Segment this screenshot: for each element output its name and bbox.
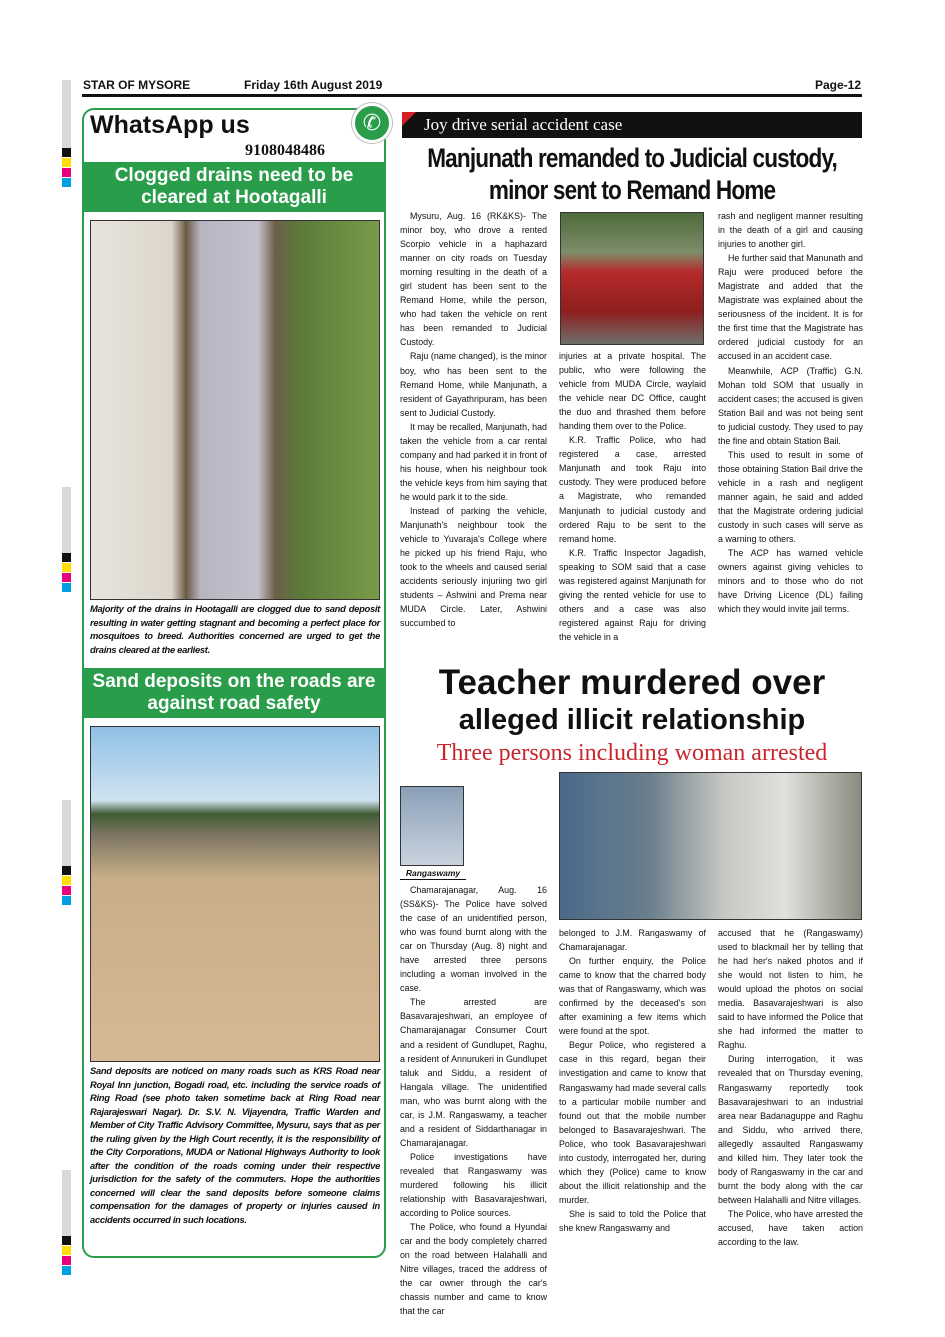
story2-title: Sand deposits on the roads are against road safety bbox=[84, 668, 384, 718]
paragraph: K.R. Traffic Inspector Jagadish, speaking to SOM said that a case was registered against Manjunath for giving the rented vehicle for use to others and a case was also registered against Raju for driving the vehicle in a bbox=[559, 547, 706, 642]
article1-column-1 bbox=[400, 209, 547, 659]
registration-mark bbox=[62, 553, 71, 562]
registration-mark bbox=[62, 866, 71, 875]
registration-mark bbox=[62, 1236, 71, 1245]
paragraph: The arrested are Basavarajeshwari, an employee of Chamarajanagar Consumer Court and a resident of Gundlupet, Raghu, a resident of Annurukeri in Gundlupet taluk and Siddu, a resident of Hangala village. The unidentified man, who was burnt along with the car, is J.M. Rangaswamy, a teacher and a resident of Siddarthanagar in Chamarajanagar. bbox=[400, 997, 547, 1148]
paragraph: Police investigations have revealed that Rangaswamy was murdered following his illicit relationship with Basavarajeshwari, according to Police sources. bbox=[400, 1151, 547, 1219]
paragraph: Mysuru, Aug. 16 (RK&KS)- The minor boy, who drove a rented Scorpio vehicle in a haphazard manner on city roads on Tuesday morning resulting in the death of a girl student has been sent to the Remand Home, while the person, who had taken the vehicle on rent has been remanded to Judicial Custody. bbox=[400, 211, 547, 348]
registration-mark bbox=[62, 178, 71, 187]
registration-mark bbox=[62, 583, 71, 592]
header-rule bbox=[82, 94, 862, 97]
registration-mark bbox=[62, 1266, 71, 1275]
paragraph: Instead of parking the vehicle, Manjunath's neighbour took the vehicle to Yuvaraja's College where he picked up his friend Raju, who took to the wheels and caused serial accidents seriously injuriing two girl students – Ashwini and Prema near MUDA Circle. Later, Ashwini succumbed to bbox=[400, 505, 547, 629]
paragraph: The ACP has warned vehicle owners against giving vehicles to minors and to those who do not have Driving Licence (DL) failing which they would invite jail terms. bbox=[718, 548, 863, 615]
story1-caption: Majority of the drains in Hootagalli are clogged due to sand deposit resulting in water getting stagnant and becoming a perfect place for mosquitoes to breed. Authorities concerned are urged to get the drains cleared at the earliest. bbox=[90, 603, 380, 655]
issue-date: Friday 16th August 2019 bbox=[244, 78, 383, 92]
registration-bar bbox=[62, 487, 71, 553]
paragraph: The Police, who found a Hyundai car and the body completely charred on the road between Halahalli and Nitre villages, traced the address of the car owner through the car's chassis number and came to know that the car bbox=[400, 1222, 547, 1317]
paragraph: Meanwhile, ACP (Traffic) G.N. Mohan told SOM that usually in accident cases; the accused is given Station Bail and was not being sent to judicial custody. They used to pay the fine and obtain Station Bail. bbox=[718, 365, 863, 446]
paragraph: belonged to J.M. Rangaswamy of Chamarajanagar. bbox=[559, 928, 706, 953]
clogged-drain-photo bbox=[90, 220, 380, 600]
registration-bar bbox=[62, 800, 71, 866]
article1-column-2 bbox=[559, 349, 706, 659]
registration-mark bbox=[62, 168, 71, 177]
paragraph: She is said to told the Police that she knew Rangaswamy and bbox=[559, 1208, 706, 1233]
article2-headline-line2: alleged illicit relationship bbox=[458, 704, 806, 736]
rangaswamy-photo bbox=[400, 786, 464, 866]
paragraph: K.R. Traffic Police, who had registered a case, arrested Manjunath and took Raju into custody. They were produced before a Magistrate, who remanded Manjunath to judicial custody and ordered Raju to be sent to the remand home. bbox=[559, 435, 706, 544]
registration-mark bbox=[62, 886, 71, 895]
mugshot-caption: Rangaswamy bbox=[400, 868, 466, 880]
story2-caption: Sand deposits are noticed on many roads such as KRS Road near Royal Inn junction, Bogadi road, etc. including the service roads of Ring Road (see photo taken sometime back at Ring Road near Rajarajeswari Nagar). Dr. S.V. N. Vijayendra, Traffic Warden and Member of City Traffic Advisory Committee, Mysuru, says that as per the ruling given by the High Court recently, it is the responsibility of the City Corporations, MUDA or National Highways Authority to look after the condition of the roads coming under their respective jurisdiction for the safety of the commuters. Hope the authorities concerned will clear the sand deposits before someone claims compensation for the damages of property or injuries caused in accidents occurred in such locations. bbox=[90, 1065, 380, 1225]
kicker-text: Joy drive serial accident case bbox=[424, 115, 623, 134]
article2-headline: Teacher murdered over bbox=[438, 663, 826, 702]
page-number: Page-12 bbox=[815, 78, 862, 92]
article1-headline: Manjunath remanded to Judicial custody, minor sent to Remand Home bbox=[427, 143, 837, 205]
whatsapp-title: WhatsApp us bbox=[90, 111, 250, 139]
registration-mark bbox=[62, 876, 71, 885]
paragraph: rash and negligent manner resulting in the death of a girl and causing injuries to another girl. bbox=[718, 211, 863, 250]
paragraph: accused that he (Rangaswamy) used to blackmail her by telling that he had her's naked photos and if she would not listen to him, he would upload the photos on social media. Basavarajeshwari is also said to have informed the Police that she had informed the matter to Raghu. bbox=[718, 928, 863, 1051]
paragraph: This used to result in some of those obtaining Station Bail drive the vehicle in a rash and negligent manner again, he said and added that the Magistrate ordering judicial custody in such cases will serve as a warning to others. bbox=[718, 449, 863, 545]
paragraph: injuries at a private hospital. The public, who were following the vehicle from MUDA Circle, waylaid the vehicle near DC Office, caught the duo and thrashed them before handing them over to the Police. bbox=[559, 351, 706, 432]
article2-column-3 bbox=[718, 926, 863, 1264]
paragraph: During interrogation, it was revealed that on Thursday evening, Rangaswamy reportedly took Basavarajeshwari to an industrial area near Badanaguppe and Raghu and Siddu, who arrived there, allegedly assaulted Rangaswamy and killed him. They later took the body of Rangaswamy in the car and burnt the body along with the car between Halahalli and Nitre villages. bbox=[718, 1054, 863, 1205]
registration-mark bbox=[62, 573, 71, 582]
article2-subhead: Three persons including woman arrested bbox=[436, 740, 828, 766]
article1-column-3 bbox=[718, 209, 863, 659]
registration-mark bbox=[62, 1256, 71, 1265]
registration-mark bbox=[62, 148, 71, 157]
registration-bar bbox=[62, 80, 71, 148]
scorpio-vehicle-photo bbox=[560, 212, 704, 345]
article1-kicker bbox=[402, 112, 862, 138]
paragraph: He further said that Manunath and Raju were produced before the Magistrate and added that the Magistrate was explained about the seriousness of the incident. It is for the first time that the Magistrate has ordered judicial custody for an accused in an accident case. bbox=[718, 253, 863, 362]
paragraph: Raju (name changed), is the minor boy, who has been sent to the Remand Home, while Manjunath, a resident of Gayathripuram, has been sent to Judicial Custody. bbox=[400, 351, 547, 418]
paragraph: It may be recalled, Manjunath, had taken the vehicle from a car rental company and had parked it in front of his house, when his neighbour took the vehicle keys from him saying that he would park it to the side. bbox=[400, 421, 547, 502]
paragraph: Chamarajanagar, Aug. 16 (SS&KS)- The Police have solved the case of an unidentified person, who was found burnt along with the car on Thursday (Aug. 8) night and have arrested three persons including a woman involved in the case. bbox=[400, 885, 547, 994]
whatsapp-number: 9108048486 bbox=[245, 142, 325, 159]
paragraph: Begur Police, who registered a case in this regard, began their investigation and came to know that Rangaswamy had made several calls to a particular mobile number and found out that the mobile number belonged to Basavarajeshwari. The Police, who took Basavarajeshwari into custody, interrogated her, during which they (Police) came to know about the illicit relationship and the murder. bbox=[559, 1040, 707, 1205]
registration-mark bbox=[62, 1246, 71, 1255]
burnt-car-photo bbox=[559, 772, 862, 920]
story1-title: Clogged drains need to be cleared at Hootagalli bbox=[84, 162, 384, 212]
paragraph: The Police, who have arrested the accused, have taken action according to the law. bbox=[718, 1208, 863, 1248]
sand-road-photo bbox=[90, 726, 380, 1062]
paragraph: On further enquiry, the Police came to know that the charred body was that of Rangaswamy, which was confirmed by the deceased's son after examining a few items which were found at the spot. bbox=[559, 956, 706, 1037]
registration-mark bbox=[62, 563, 71, 572]
newspaper-name: STAR OF MYSORE bbox=[83, 78, 191, 92]
registration-bar bbox=[62, 1170, 71, 1236]
whatsapp-phone-icon: ✆ bbox=[352, 103, 392, 143]
registration-mark bbox=[62, 896, 71, 905]
registration-mark bbox=[62, 158, 71, 167]
article2-column-2 bbox=[559, 926, 706, 1264]
